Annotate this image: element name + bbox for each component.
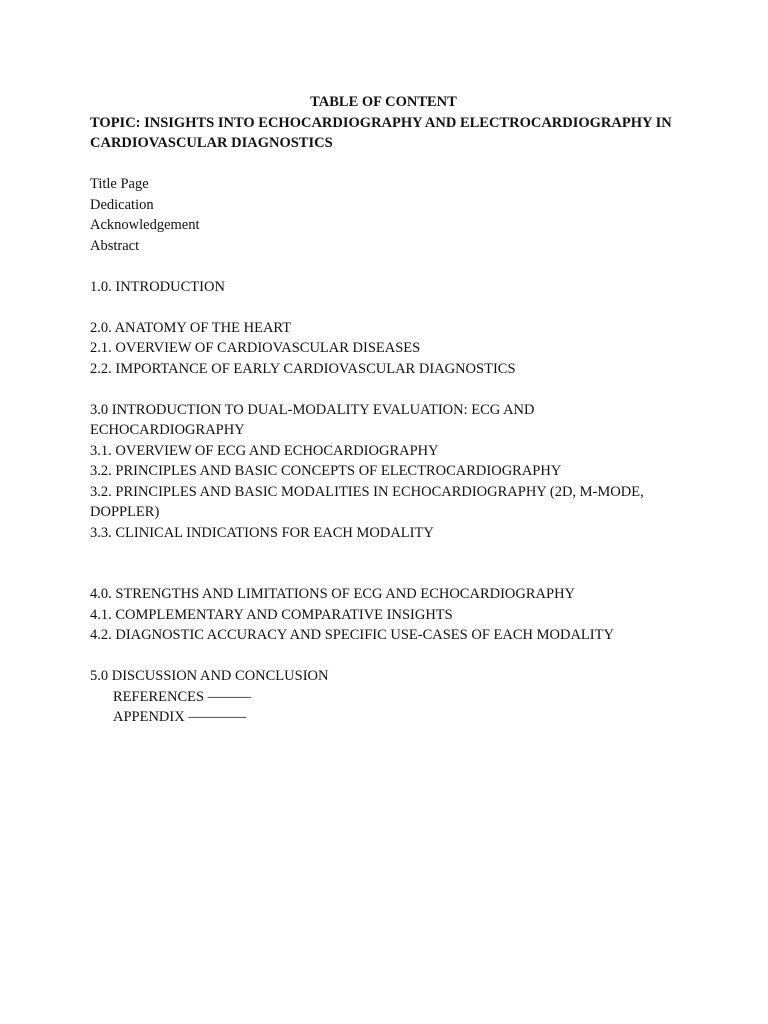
toc-entry-3-0: 3.0 INTRODUCTION TO DUAL-MODALITY EVALUATION: ECG AND ECHOCARDIOGRAPHY — [90, 401, 535, 438]
toc-entry-4-2: 4.2. DIAGNOSTIC ACCURACY AND SPECIFIC USE-CASES OF EACH MODALITY — [90, 627, 614, 643]
toc-entry-4-1: 4.1. COMPLEMENTARY AND COMPARATIVE INSIGHTS — [90, 606, 453, 623]
toc-entry-3-2b: 3.2. PRINCIPLES AND BASIC MODALITIES IN ECHOCARDIOGRAPHY (2D, M-MODE, DOPPLER) — [90, 483, 644, 520]
toc-entry-4-0: 4.0. STRENGTHS AND LIMITATIONS OF ECG AND ECHOCARDIOGRAPHY — [90, 586, 576, 602]
front-matter-list — [90, 174, 690, 256]
section-5-list — [90, 666, 690, 728]
topic-title: TOPIC: INSIGHTS INTO ECHOCARDIOGRAPHY AND ELECTROCARDIOGRAPHY IN CARDIOVASCULAR DIAGNOSTICS — [90, 114, 672, 151]
spacer — [90, 256, 690, 277]
section-1-list — [90, 277, 690, 298]
section-3-list — [90, 400, 690, 544]
spacer — [90, 543, 690, 584]
toc-entry-dedication: Dedication — [90, 196, 154, 213]
toc-entry-acknowledgement: Acknowledgement — [90, 217, 200, 233]
toc-heading: TABLE OF CONTENT — [310, 94, 457, 110]
document-page — [90, 92, 690, 728]
section-2-list — [90, 318, 690, 380]
toc-entry-abstract: Abstract — [90, 237, 140, 254]
toc-entry-3-1: 3.1. OVERVIEW OF ECG AND ECHOCARDIOGRAPHY — [90, 442, 439, 459]
toc-entry-1-0: 1.0. INTRODUCTION — [90, 278, 225, 295]
toc-entry-2-0: 2.0. ANATOMY OF THE HEART — [90, 319, 292, 336]
toc-entry-3-2a: 3.2. PRINCIPLES AND BASIC CONCEPTS OF ELECTROCARDIOGRAPHY — [90, 463, 562, 479]
toc-entry-references: REFERENCES ——— — [113, 688, 252, 705]
toc-entry-appendix: APPENDIX ———— — [113, 709, 247, 725]
toc-entry-title-page: Title Page — [90, 176, 149, 192]
section-4-list — [90, 584, 690, 646]
toc-entry-5-0: 5.0 DISCUSSION AND CONCLUSION — [90, 668, 329, 684]
toc-entry-2-2: 2.2. IMPORTANCE OF EARLY CARDIOVASCULAR DIAGNOSTICS — [90, 360, 516, 377]
spacer — [90, 297, 690, 318]
toc-entry-3-3: 3.3. CLINICAL INDICATIONS FOR EACH MODALITY — [90, 524, 434, 541]
spacer — [90, 646, 690, 667]
spacer — [90, 379, 690, 400]
toc-entry-2-1: 2.1. OVERVIEW OF CARDIOVASCULAR DISEASES — [90, 340, 421, 356]
spacer — [90, 154, 690, 175]
